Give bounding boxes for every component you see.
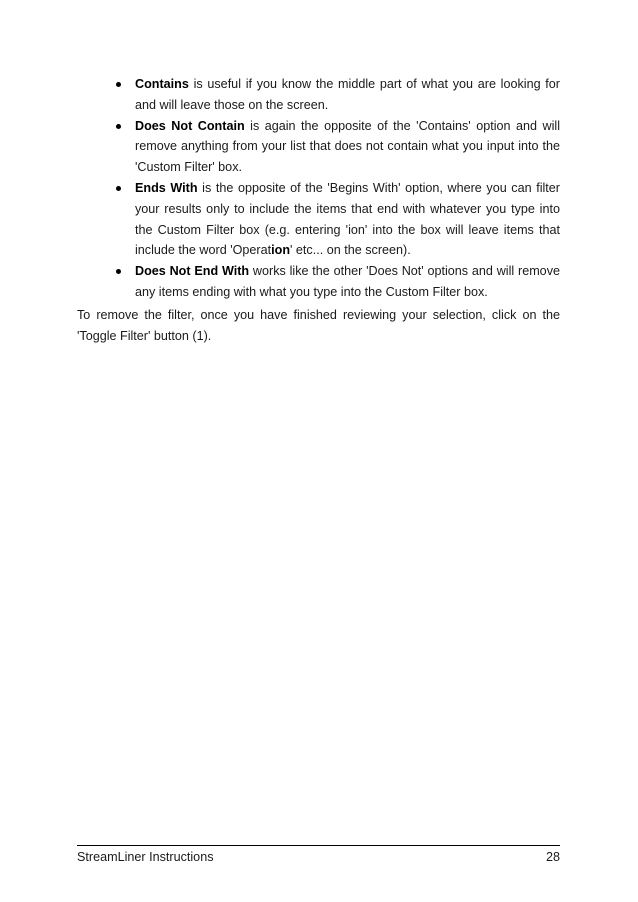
option-description: is useful if you know the middle part of what you are looking for and will leave those on the screen. [135, 77, 560, 112]
option-description: is the opposite of the 'Begins With' option, where you can filter your results only to include the items that end with whatever you type into the Custom Filter box (e.g. entering 'ion' into the box will leave items that include the word 'Operat [135, 180, 561, 258]
list-item [113, 74, 560, 116]
bullet-icon [116, 186, 121, 191]
option-term: Does Not End With [135, 264, 250, 279]
list-item [113, 261, 560, 303]
footer-divider [77, 845, 560, 846]
option-description: works like the other 'Does Not' options and will remove any items ending with what you type into the Custom Filter box. [135, 264, 560, 299]
emphasized-suffix: ion [271, 243, 291, 258]
option-description-end: ' etc... on the screen). [290, 243, 411, 258]
option-description: is again the opposite of the 'Contains' option and will remove anything from your list that does not contain what you input into the 'Custom Filter' box. [135, 118, 560, 175]
list-item [113, 116, 560, 178]
bullet-icon [116, 82, 121, 87]
bullet-icon [116, 269, 121, 274]
option-term: Ends With [135, 180, 198, 195]
option-term: Does Not Contain [135, 118, 245, 133]
footer-title: StreamLiner Instructions [77, 850, 214, 864]
option-term: Contains [135, 77, 189, 91]
page-number: 28 [545, 850, 560, 864]
bullet-icon [116, 124, 121, 129]
body-paragraph: To remove the filter, once you have finished reviewing your selection, click on the 'Toggle Filter' button (1). [77, 308, 560, 343]
filter-options-list [113, 74, 560, 303]
list-item [113, 178, 560, 261]
